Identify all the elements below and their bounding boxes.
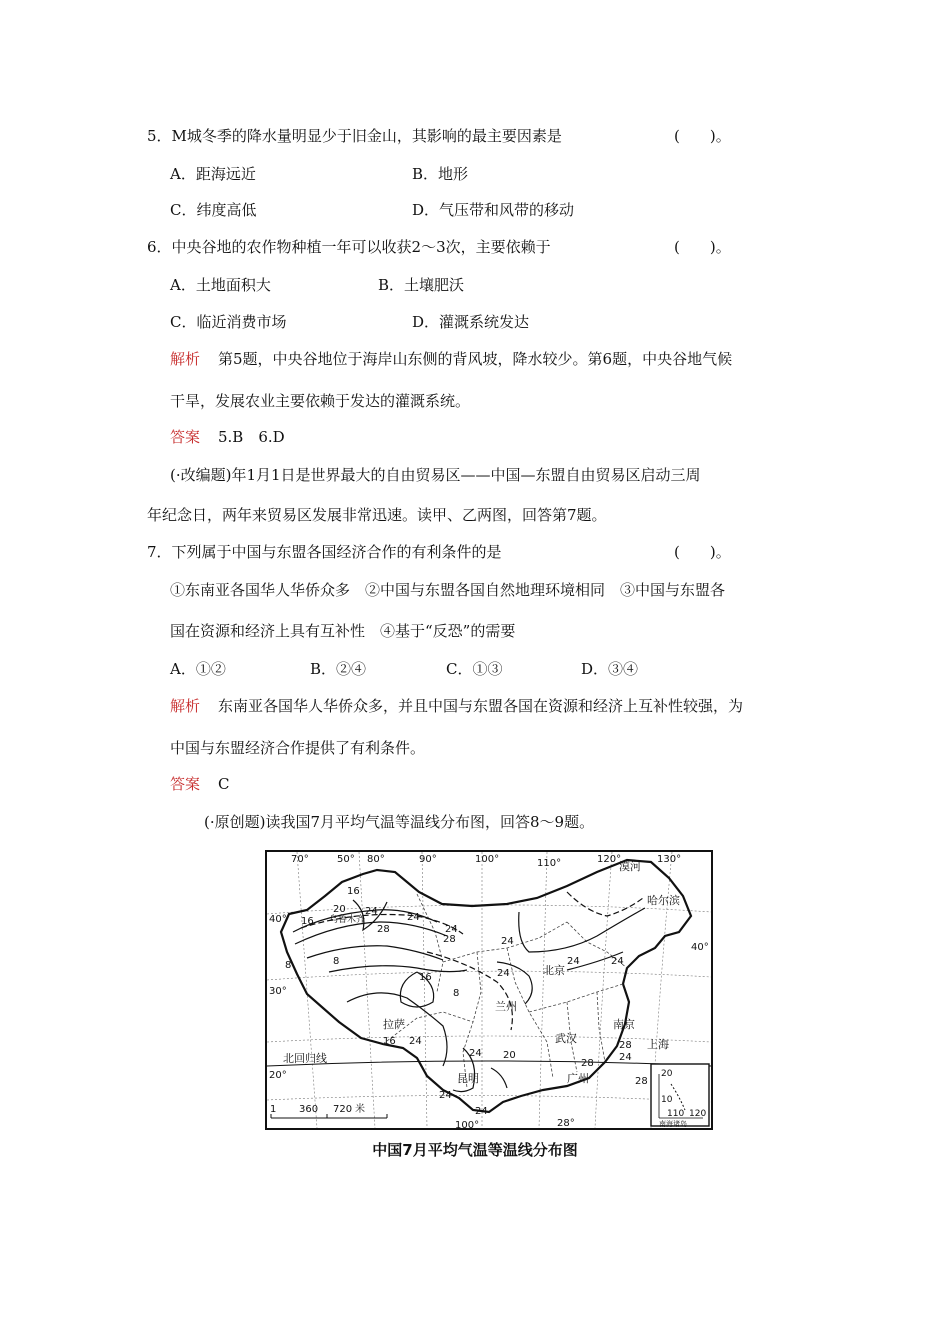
inset-tick: 20	[661, 1069, 673, 1079]
q6-option-b: B．土壤肥沃	[378, 276, 465, 294]
isotherm-value: 16	[419, 972, 432, 983]
q7-intro-line2: 年纪念日，两年来贸易区发展非常迅速。读甲、乙两图，回答第7题。	[147, 506, 607, 524]
q5-option-a: A．距海远近	[170, 165, 256, 183]
city-label: 昆明	[457, 1072, 479, 1085]
q6-option-d: D．灌溉系统发达	[412, 313, 530, 331]
city-label: 哈尔滨	[647, 894, 680, 907]
q6-option-c: C．临近消费市场	[170, 313, 287, 331]
isotherm-value: 24	[409, 1036, 422, 1047]
inset-tick: 120	[689, 1109, 707, 1119]
lon-label: 90°	[419, 854, 437, 865]
city-label: 广州	[567, 1072, 589, 1085]
tropic-line	[267, 1061, 711, 1066]
isotherm-map-graphic	[267, 852, 711, 1128]
scale-unit: 米	[355, 1104, 365, 1115]
scale-label: 360	[299, 1104, 319, 1115]
isotherm-map	[265, 850, 713, 1130]
q6-answer-paren: ( )。	[674, 238, 731, 256]
q7-statements-line2: 国在资源和经济上具有互补性 ④基于“反恐”的需要	[170, 622, 516, 640]
q5-stem: 5．M城冬季的降水量明显少于旧金山，其影响的最主要因素是	[147, 127, 562, 145]
isotherm-value: 8	[285, 960, 292, 971]
lat-label: 50°	[337, 854, 355, 865]
isotherm-value: 24	[611, 956, 624, 967]
city-label: 上海	[647, 1038, 669, 1051]
isotherm-value: 28	[377, 924, 390, 935]
q5-option-b: B．地形	[412, 165, 469, 183]
q5-option-d: D．气压带和风带的移动	[412, 201, 575, 219]
q7-stem: 7．下列属于中国与东盟各国经济合作的有利条件的是	[147, 543, 502, 561]
inset-tick: 110	[667, 1109, 685, 1119]
analysis-label: 解析	[170, 350, 201, 368]
isotherm-value: 16	[347, 886, 360, 897]
analysis-text-line1: 第5题，中央谷地位于海岸山东侧的背风坡，降水较少。第6题，中央谷地气候	[218, 350, 733, 368]
isotherm-value: 8	[333, 956, 340, 967]
lon-label-bottom: 100°	[455, 1120, 480, 1128]
isotherm-value: 24	[567, 956, 580, 967]
city-label: 拉萨	[383, 1018, 405, 1031]
analysis-label: 解析	[170, 697, 201, 715]
isotherm-value: 28	[443, 934, 456, 945]
q6-stem: 6．中央谷地的农作物种植一年可以收获2～3次，主要依赖于	[147, 238, 551, 256]
isotherm-value: 16	[383, 1036, 396, 1047]
isotherm-value: 28	[619, 1040, 632, 1051]
analysis-text-line2: 干旱，发展农业主要依赖于发达的灌溉系统。	[170, 392, 471, 410]
city-label: 乌鲁木齐	[329, 915, 366, 925]
lon-label: 100°	[475, 854, 500, 865]
answer-label: 答案	[170, 428, 201, 446]
q7-intro-line1: (·改编题)年1月1日是世界最大的自由贸易区——中国—东盟自由贸易区启动三周	[170, 466, 701, 484]
q5-answer-paren: ( )。	[674, 127, 731, 145]
isotherm-value: 16	[301, 916, 314, 927]
scale-label: 720	[333, 1104, 353, 1115]
lat-label: 28°	[557, 1118, 575, 1128]
q5-option-c: C．纬度高低	[170, 201, 257, 219]
answer-text: C	[218, 775, 230, 793]
q7-option-b: B．②④	[310, 660, 367, 678]
isotherm-value: 24	[497, 968, 510, 979]
lat-label: 40°	[691, 942, 709, 953]
q7-statements-line1: ①东南亚各国华人华侨众多 ②中国与东盟各国自然地理环境相同 ③中国与东盟各	[170, 581, 726, 599]
isotherm-value: 24	[475, 1106, 488, 1117]
isotherm-value: 24	[445, 924, 458, 935]
isotherm-value: 8	[453, 988, 460, 999]
isotherm-value: 28	[635, 1076, 648, 1087]
isotherm-value: 28	[581, 1058, 594, 1069]
lat-label: 40°	[269, 914, 287, 925]
isotherm-value: 24	[501, 936, 514, 947]
analysis-text-line1: 东南亚各国华人华侨众多，并且中国与东盟各国在资源和经济上互补性较强，为	[218, 697, 744, 715]
isotherm-value: 24	[619, 1052, 632, 1063]
lat-label: 20°	[269, 1070, 287, 1081]
q7-option-c: C．①③	[446, 660, 503, 678]
inset-label: 南海诸岛	[659, 1120, 687, 1128]
isotherm-value: 20	[333, 904, 346, 915]
lon-label: 110°	[537, 858, 562, 869]
lon-label: 80°	[367, 854, 385, 865]
map-caption: 中国7月平均气温等温线分布图	[372, 1141, 578, 1159]
isotherm-value: 24	[469, 1048, 482, 1059]
q7-option-d: D．③④	[581, 660, 639, 678]
tropic-label: 北回归线	[283, 1052, 327, 1065]
city-label: 兰州	[495, 1000, 517, 1013]
isotherm-value: 24	[407, 912, 420, 923]
q6-option-a: A．土地面积大	[170, 276, 271, 294]
city-label: 武汉	[555, 1032, 577, 1045]
q7-answer-paren: ( )。	[674, 543, 731, 561]
lat-label: 30°	[269, 986, 287, 997]
scale-label: 1	[270, 1104, 277, 1115]
answer-label: 答案	[170, 775, 201, 793]
analysis-text-line2: 中国与东盟经济合作提供了有利条件。	[170, 739, 426, 757]
isotherm-value: 24	[365, 906, 378, 917]
city-label: 南京	[613, 1018, 635, 1031]
q7-option-a: A．①②	[170, 660, 226, 678]
city-label: 漠河	[619, 860, 641, 873]
china-outline	[281, 860, 691, 1112]
lon-label: 130°	[657, 854, 682, 865]
isotherm-value: 24	[439, 1090, 452, 1101]
isotherm-value: 20	[503, 1050, 516, 1061]
lon-label: 120°	[597, 854, 622, 865]
answer-text: 5.B 6.D	[218, 428, 285, 446]
q8-intro: (·原创题)读我国7月平均气温等温线分布图，回答8～9题。	[204, 813, 595, 831]
inset-tick: 10	[661, 1095, 673, 1105]
scale-bar	[271, 1114, 387, 1118]
city-label: 北京	[543, 964, 565, 977]
lon-label: 70°	[291, 854, 309, 865]
